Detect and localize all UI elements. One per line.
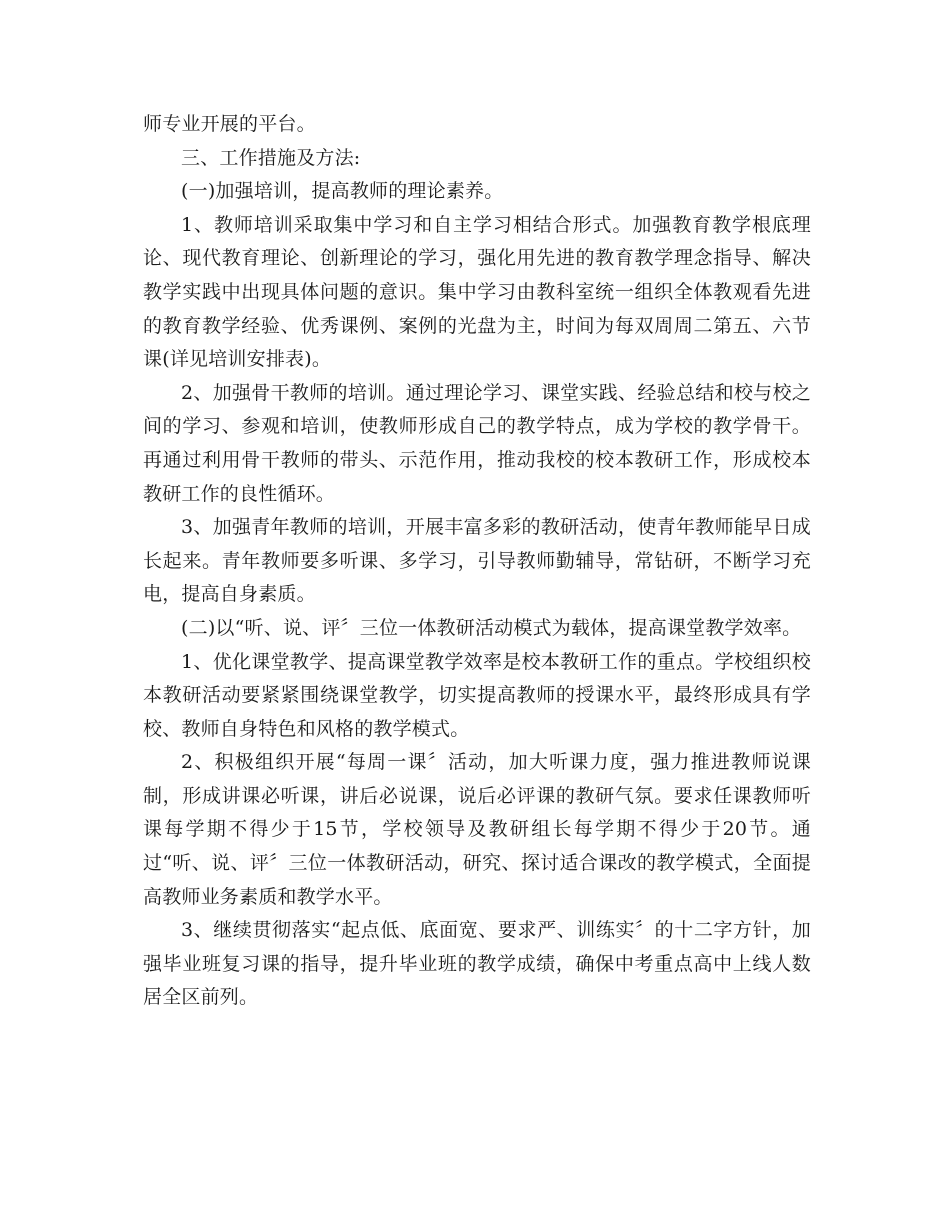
paragraph: 3、继续贯彻落实“起点低、底面宽、要求严、训练实〞的十二字方针，加强毕业班复习课的指导，提升毕业班的教学成绩，确保中考重点高中上线人数居全区前列。 (143, 919, 811, 1009)
paragraph: 2、积极组织开展“每周一课〞活动，加大听课力度，强力推进教师说课制，形成讲课必听课，讲后必说课，说后必评课的教研气氛。要求任课教师听课每学期不得少于15节，学校领导及教研组长每学期不得少于20节。通过“听、说、评〞三位一体教研活动，研究、探讨适合课改的教学模式，全面提高教师业务素质和教学水平。 (143, 751, 811, 908)
paragraph: 1、教师培训采取集中学习和自主学习相结合形式。加强教育教学根底理论、现代教育理论、创新理论的学习，强化用先进的教育教学理念指导、解决教学实践中出现具体问题的意识。集中学习由教科室统一组织全体教观看先进的教育教学经验、优秀课例、案例的光盘为主，时间为每双周周二第五、六节课(详见培训安排表)。 (143, 213, 811, 371)
paragraph: 1、优化课堂教学、提高课堂教学效率是校本教研工作的重点。学校组织校本教研活动要紧紧围绕课堂教学，切实提高教师的授课水平，最终形成具有学校、教师自身特色和风格的教学模式。 (143, 650, 811, 740)
paragraph: 2、加强骨干教师的培训。通过理论学习、课堂实践、经验总结和校与校之间的学习、参观和培训，使教师形成自己的教学特点，成为学校的教学骨干。再通过利用骨干教师的带头、示范作用，推动我校的校本教研工作，形成校本教研工作的良性循环。 (143, 381, 811, 505)
section-heading: 三、工作措施及方法: (181, 146, 361, 169)
paragraph: 师专业开展的平台。 (143, 113, 316, 135)
paragraph: 3、加强青年教师的培训，开展丰富多彩的教研活动，使青年教师能早日成长起来。青年教师要多听课、多学习，引导教师勤辅导，常钻研，不断学习充电，提高自身素质。 (143, 516, 811, 606)
document-body (143, 108, 811, 1015)
subsection-heading: (一)加强培训，提高教师的理论素养。 (181, 180, 504, 203)
subsection-heading: (二)以“听、说、评〞三位一体教研活动模式为载体，提高课堂教学效率。 (181, 616, 802, 639)
